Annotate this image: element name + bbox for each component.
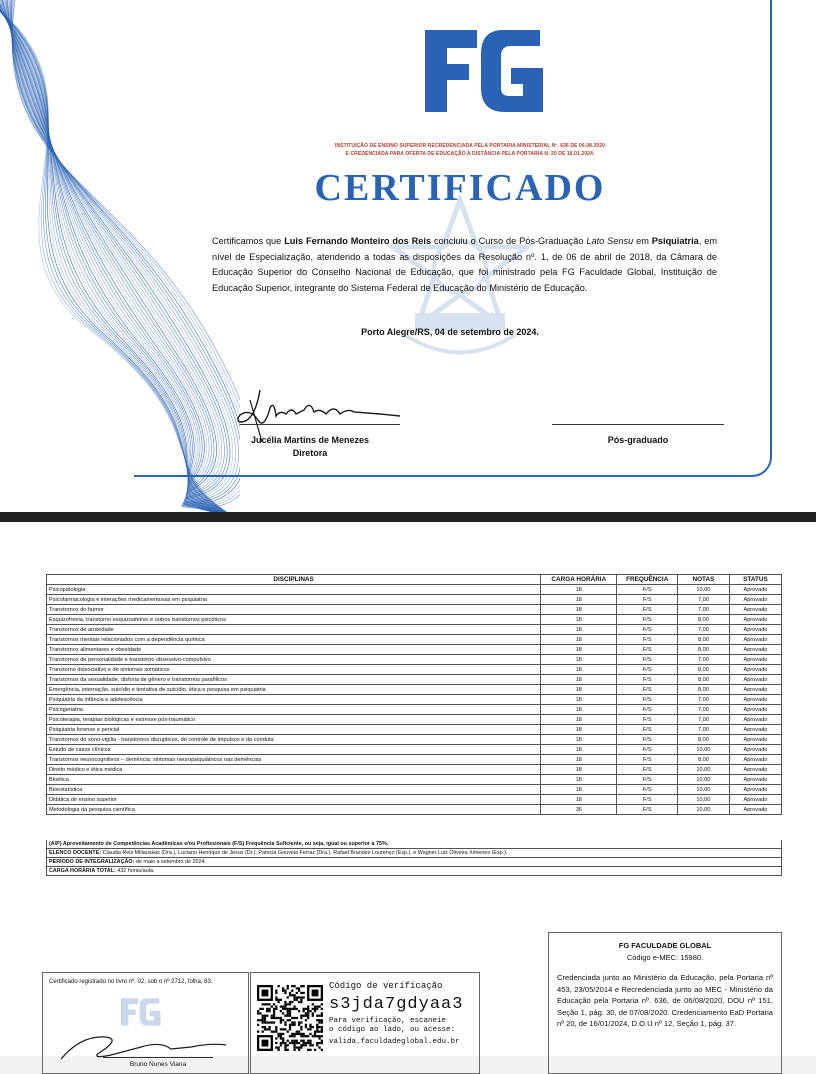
total-hours-value: 432 horas/aula. — [115, 868, 155, 874]
hours-cell: 18 — [541, 665, 617, 675]
header-grade: NOTAS — [677, 575, 729, 585]
qr-code[interactable] — [257, 985, 323, 1051]
grade-cell: 8,00 — [677, 665, 729, 675]
hours-cell: 18 — [541, 775, 617, 785]
registrar-signature-line — [103, 1057, 213, 1058]
discipline-cell: Transtornos mentais relacionados com a dependência química — [47, 635, 541, 645]
grade-cell: 10,00 — [677, 745, 729, 755]
accreditation-text: Credenciada junto ao Ministério da Educação, pela Portaria nº 453, 23/05/2014 e Recredenciada junto ao MEC - Ministério da Educação pela Portaria nº. 636, de 06/08/2020, DOU nº 151, Seção 1, pág. 30, de 07/08/2020. Credenciamento EaD Portaria nº 20, de 16/01/2024, D.O.U nº 12, Seção 1, pág. 37. — [557, 973, 773, 1028]
table-row — [47, 745, 782, 755]
director-role: Diretora — [292, 448, 328, 458]
discipline-cell: Transtornos alimentares e obesidade — [47, 645, 541, 655]
registry-text: Certificado registrado no livro nº. 02, sob o nº 2712, folha, 83. — [49, 979, 213, 985]
institution-name: FG FACULDADE GLOBAL — [618, 941, 712, 950]
frequency-cell: F/S — [617, 755, 677, 765]
discipline-cell: Psicofarmacologia e interações medicamentosas em psiquiatria — [47, 595, 541, 605]
status-cell: Aprovado — [729, 675, 781, 685]
discipline-cell: Transtornos do humor — [47, 605, 541, 615]
status-cell: Aprovado — [729, 645, 781, 655]
frequency-cell: F/S — [617, 625, 677, 635]
disciplines-table — [46, 574, 782, 815]
grade-cell: 10,00 — [677, 585, 729, 595]
hours-cell: 18 — [541, 635, 617, 645]
director-signature-line — [240, 424, 400, 425]
hours-cell: 18 — [541, 715, 617, 725]
verification-code: s3jda7gdyaa3 — [329, 995, 464, 1014]
course-modality: Lato Sensu — [586, 236, 634, 246]
grade-cell: 10,00 — [677, 765, 729, 775]
discipline-cell: Bioestatística — [47, 785, 541, 795]
verification-label: Código de verificação — [329, 981, 443, 991]
table-row — [47, 645, 782, 655]
discipline-cell: Bioética — [47, 775, 541, 785]
verification-instruction-1: Para verificação, escaneie — [329, 1017, 447, 1025]
frequency-cell: F/S — [617, 665, 677, 675]
discipline-cell: Psicoterapia, terapias biológicas e estresse pós-traumático — [47, 715, 541, 725]
discipline-cell: Transtornos neurocognitivos – demência: sintomas neuropsiquiátricos nas demências — [47, 755, 541, 765]
body-text-3: em — [633, 236, 652, 246]
discipline-cell: Estudo de casos clínicos — [47, 745, 541, 755]
grade-cell: 7,00 — [677, 725, 729, 735]
institution-info-box — [548, 932, 782, 1074]
course-name: Psiquiatria — [651, 236, 699, 246]
grade-cell: 7,00 — [677, 655, 729, 665]
hours-cell: 18 — [541, 605, 617, 615]
graduate-label: Pós-graduado — [607, 435, 669, 445]
frequency-cell: F/S — [617, 595, 677, 605]
period-row — [46, 858, 782, 867]
table-row — [47, 755, 782, 765]
student-name: Luis Fernando Monteiro dos Reis — [284, 236, 432, 246]
header-frequency: FREQUÊNCIA — [617, 575, 677, 585]
verification-instructions — [329, 1017, 479, 1047]
table-row — [47, 655, 782, 665]
status-cell: Aprovado — [729, 615, 781, 625]
hours-cell: 18 — [541, 725, 617, 735]
grade-cell: 7,00 — [677, 605, 729, 615]
status-cell: Aprovado — [729, 715, 781, 725]
verification-instruction-2: o código ao lado, ou acesse: — [329, 1026, 456, 1034]
hours-cell: 18 — [541, 705, 617, 715]
discipline-cell: Transtornos da sexualidade, disforia de gênero e transtornos parafílicos — [47, 675, 541, 685]
fg-logo-watermark — [121, 995, 161, 1029]
table-row — [47, 805, 782, 815]
discipline-cell: Transtornos do sono-vigília - transtornos disruptivos, do controle de impulsos e da conduta — [47, 735, 541, 745]
table-row — [47, 675, 782, 685]
registry-box — [42, 972, 249, 1074]
discipline-cell: Psiquiatria forense e pericial — [47, 725, 541, 735]
faculty-list: Claudia Reis Miliauskas (Dra.), Luciano Henrique de Jesus (Dr.), Patricia Gouveia Ferraz (Dra.), Rafael Brandes Lourenço (Esp.), e Wagner Luiz Oliveira Ximenes (Esp.). — [101, 850, 508, 856]
director-block — [215, 434, 405, 460]
frequency-cell: F/S — [617, 615, 677, 625]
period-value: de maio a setembro de 2024. — [134, 859, 206, 865]
hours-cell: 18 — [541, 615, 617, 625]
table-row — [47, 665, 782, 675]
discipline-cell: Psicopatologia — [47, 585, 541, 595]
grade-cell: 7,00 — [677, 695, 729, 705]
status-cell: Aprovado — [729, 625, 781, 635]
certificate-title: CERTIFICADO — [314, 167, 606, 209]
discipline-cell: Transtorno dissociativo e de sintomas somáticos — [47, 665, 541, 675]
status-cell: Aprovado — [729, 745, 781, 755]
grade-cell: 8,00 — [677, 685, 729, 695]
frequency-cell: F/S — [617, 605, 677, 615]
grade-cell: 8,00 — [677, 675, 729, 685]
status-cell: Aprovado — [729, 735, 781, 745]
disciplines-table-body — [47, 585, 782, 815]
table-row — [47, 595, 782, 605]
table-row — [47, 585, 782, 595]
certificate-back — [0, 522, 816, 1068]
table-row — [47, 635, 782, 645]
hours-cell: 36 — [541, 805, 617, 815]
grade-cell: 8,00 — [677, 735, 729, 745]
table-row — [47, 785, 782, 795]
header-disciplines: DISCIPLINAS — [47, 575, 541, 585]
table-row — [47, 795, 782, 805]
grade-cell: 7,00 — [677, 625, 729, 635]
frequency-cell: F/S — [617, 785, 677, 795]
faculty-row — [46, 849, 782, 858]
grade-cell: 10,00 — [677, 775, 729, 785]
frequency-cell: F/S — [617, 675, 677, 685]
frequency-cell: F/S — [617, 775, 677, 785]
hours-cell: 18 — [541, 755, 617, 765]
table-row — [47, 615, 782, 625]
table-row — [47, 765, 782, 775]
table-row — [47, 715, 782, 725]
legend-row — [46, 840, 782, 849]
frequency-cell: F/S — [617, 685, 677, 695]
page-divider — [0, 512, 816, 522]
total-hours-label: CARGA HORÁRIA TOTAL: — [49, 868, 116, 874]
table-row — [47, 775, 782, 785]
status-cell: Aprovado — [729, 685, 781, 695]
table-header-row — [47, 575, 782, 585]
hours-cell: 18 — [541, 625, 617, 635]
period-label: PERÍODO DE INTEGRALIZAÇÃO: — [49, 859, 135, 865]
hours-cell: 18 — [541, 685, 617, 695]
certificate-body — [212, 234, 717, 296]
frequency-cell: F/S — [617, 715, 677, 725]
status-cell: Aprovado — [729, 795, 781, 805]
discipline-cell: Direito médico e ética médica — [47, 765, 541, 775]
body-text-2: concluiu o Curso de Pós-Graduação — [431, 236, 587, 246]
discipline-cell: Psiquiatria da infância e adolescência — [47, 695, 541, 705]
table-row — [47, 725, 782, 735]
grade-cell: 7,00 — [677, 715, 729, 725]
hours-cell: 18 — [541, 795, 617, 805]
hours-cell: 18 — [541, 655, 617, 665]
total-hours-row — [46, 867, 782, 876]
status-cell: Aprovado — [729, 595, 781, 605]
frequency-cell: F/S — [617, 645, 677, 655]
discipline-cell: Metodologia da pesquisa científica — [47, 805, 541, 815]
body-text-4: , em nível de Especialização, atendendo a todas as disposições da Resolução nº. 1, de 06 de abril de 2018, da Câmara de Educação Superior do Conselho Nacional de Educação, que foi ministrado pela FG Faculdade Global, Instituição de Educação Superior, integrante do Sistema Federal de Educação do Ministério de Educação. — [212, 236, 717, 293]
frequency-cell: F/S — [617, 585, 677, 595]
status-cell: Aprovado — [729, 635, 781, 645]
institution-line-1: INSTITUIÇÃO DE ENSINO SUPERIOR RECREDENCIADA PELA PORTARIA MINISTERIAL Nº. 636 DE 06.08.2020 — [334, 143, 606, 149]
grade-cell: 8,00 — [677, 645, 729, 655]
table-row — [47, 735, 782, 745]
hours-cell: 18 — [541, 695, 617, 705]
legend-text: (A/P) Aproveitamento de Competências Acadêmicas e/ou Profissionais (F/S) Frequência Suficiente, ou seja, igual ou superior à 75%. — [49, 841, 389, 847]
frequency-cell: F/S — [617, 695, 677, 705]
table-row — [47, 605, 782, 615]
frequency-cell: F/S — [617, 795, 677, 805]
status-cell: Aprovado — [729, 705, 781, 715]
registrar-signature — [51, 1025, 241, 1065]
header-hours: CARGA HORÁRIA — [541, 575, 617, 585]
header-status: STATUS — [729, 575, 781, 585]
status-cell: Aprovado — [729, 695, 781, 705]
grade-cell: 8,00 — [677, 615, 729, 625]
frequency-cell: F/S — [617, 725, 677, 735]
table-row — [47, 705, 782, 715]
place-and-date: Porto Alegre/RS, 04 de setembro de 2024. — [361, 327, 539, 337]
grade-cell: 8,00 — [677, 635, 729, 645]
verification-box — [250, 972, 480, 1074]
hours-cell: 18 — [541, 585, 617, 595]
frequency-cell: F/S — [617, 765, 677, 775]
transcript-notes — [46, 840, 782, 876]
registrar-name: Bruno Nunes Viana — [129, 1061, 187, 1068]
grade-cell: 10,00 — [677, 785, 729, 795]
grade-cell: 8,00 — [677, 755, 729, 765]
hours-cell: 18 — [541, 765, 617, 775]
hours-cell: 18 — [541, 645, 617, 655]
faculty-label: ELENCO DOCENTE: — [49, 850, 102, 856]
discipline-cell: Emergência, internação, suicídio e tentativa de suicídio, ética e pesquisa em psiquiatria — [47, 685, 541, 695]
frequency-cell: F/S — [617, 655, 677, 665]
table-row — [47, 685, 782, 695]
status-cell: Aprovado — [729, 775, 781, 785]
body-text-1: Certificamos que — [212, 236, 285, 246]
discipline-cell: Didática de ensino superior — [47, 795, 541, 805]
verification-url[interactable]: valida.faculdadeglobal.edu.br — [329, 1038, 460, 1046]
status-cell: Aprovado — [729, 585, 781, 595]
frequency-cell: F/S — [617, 805, 677, 815]
status-cell: Aprovado — [729, 665, 781, 675]
status-cell: Aprovado — [729, 805, 781, 815]
status-cell: Aprovado — [729, 605, 781, 615]
frequency-cell: F/S — [617, 635, 677, 645]
status-cell: Aprovado — [729, 785, 781, 795]
frequency-cell: F/S — [617, 735, 677, 745]
graduate-signature-line — [552, 424, 724, 425]
discipline-cell: Transtornos de ansiedade — [47, 625, 541, 635]
grade-cell: 7,00 — [677, 705, 729, 715]
hours-cell: 18 — [541, 745, 617, 755]
table-row — [47, 625, 782, 635]
hours-cell: 18 — [541, 595, 617, 605]
status-cell: Aprovado — [729, 755, 781, 765]
grade-cell: 10,00 — [677, 805, 729, 815]
institution-line-2: E CREDENCIADA PARA OFERTA DE EDUCAÇÃO A DISTÂNCIA PELA PORTARIA N. 20 DE 16.01.2024. — [345, 151, 595, 157]
frequency-cell: F/S — [617, 745, 677, 755]
fg-logo — [425, 30, 545, 112]
emec-code: Código e-MEC: 15980. — [626, 953, 704, 962]
table-row — [47, 695, 782, 705]
discipline-cell: Transtornos de personalidade e transtorno obsessivo-compulsivo — [47, 655, 541, 665]
frequency-cell: F/S — [617, 705, 677, 715]
certificate-front — [0, 0, 816, 512]
grade-cell: 7,00 — [677, 595, 729, 605]
hours-cell: 18 — [541, 785, 617, 795]
hours-cell: 18 — [541, 675, 617, 685]
status-cell: Aprovado — [729, 765, 781, 775]
discipline-cell: Esquizofrenia, transtorno esquizoafetivo e outros transtornos psicóticos — [47, 615, 541, 625]
status-cell: Aprovado — [729, 655, 781, 665]
status-cell: Aprovado — [729, 725, 781, 735]
hours-cell: 18 — [541, 735, 617, 745]
discipline-cell: Psicogeriatria — [47, 705, 541, 715]
director-name: Jucélia Martins de Menezes — [250, 435, 370, 445]
grade-cell: 10,00 — [677, 795, 729, 805]
